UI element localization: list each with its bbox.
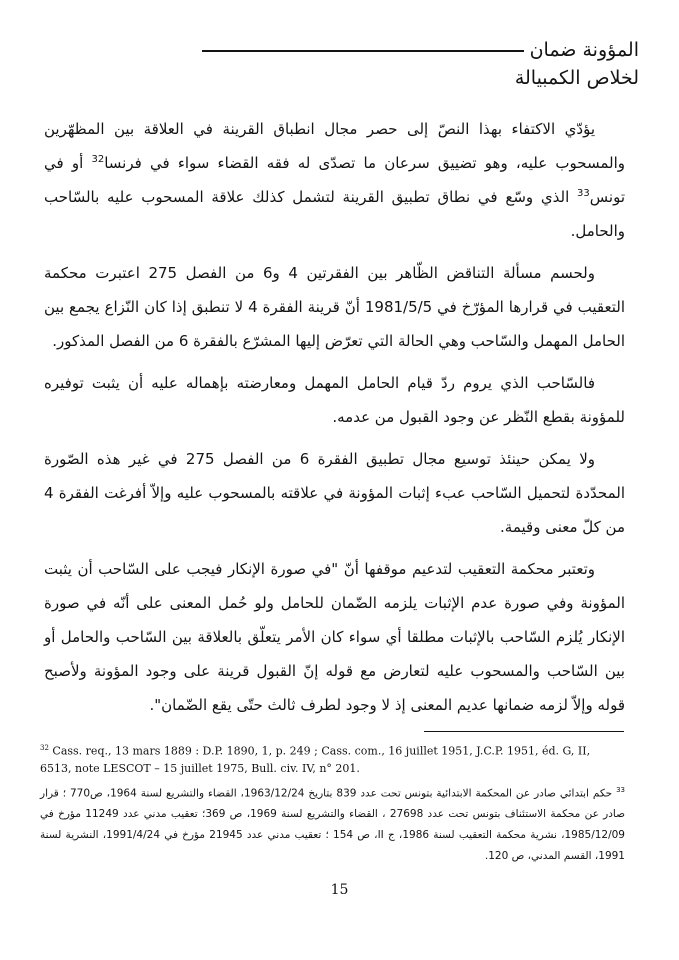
body-text	[44, 112, 625, 730]
paragraph-5: وتعتبر محكمة التعقيب لتدعيم موقفها أنّ "في صورة الإنكار فيجب على السّاحب أن يثبت المؤونة وفي صورة عدم الإثبات يلزمه الضّمان للحامل ولو حُمل المعنى على أنّه في صورة الإنكار يُلزم السّاحب بالإثبات مطلقا أي سواء كان الأمر يتعلّق بالعلاقة بين السّاحب والحامل أو بين السّاحب والمسحوب عليه لتعارض مع قوله إنّ القبول قرينة على وجود المؤونة ولأصبح قوله وإلاّ لزمه ضمانها عديم المعنى إذ لا وجود لطرف ثالث حتّى يقع الضّمان".	[44, 560, 625, 714]
paragraph-1-part-a: يؤدّي الاكتفاء بهذا النصّ إلى حصر مجال انطباق القرينة في العلاقة بين المظهّرين والمسحوب عليه، وهو تضييق سرعان ما تصدّى له فقه القضاء سواء في فرنسا	[44, 120, 625, 172]
paragraph-1-part-b: أو في تونس	[44, 154, 625, 206]
header-title-line1	[119, 36, 639, 64]
footnote-33-number: 33	[616, 785, 626, 794]
footnote-separator	[424, 731, 624, 732]
footnote-32-number: 32	[40, 744, 49, 752]
footnote-32	[40, 740, 625, 777]
paragraph-1	[44, 112, 625, 248]
footnote-ref-33[interactable]: 33	[577, 188, 590, 199]
header-rule	[202, 50, 524, 52]
running-header	[119, 36, 639, 92]
paragraph-1-part-c: الذي وسّع في نطاق تطبيق القرينة لتشمل كذلك علاقة المسحوب عليه بالسّاحب والحامل.	[44, 188, 625, 240]
header-title-line2: لخلاص الكمبيالة	[514, 67, 639, 89]
paragraph-4: ولا يمكن حينئذ توسيع مجال تطبيق الفقرة 6 من الفصل 275 في غير هذه الصّورة المحدّدة لتحميل السّاحب عبء إثبات المؤونة في علاقته بالمسحوب عليه وإلاّ أفرغت الفقرة 4 من كلّ معنى وقيمة.	[44, 450, 625, 536]
footnote-33-text: حكم ابتدائي صادر عن المحكمة الابتدائية بتونس تحت عدد 839 بتاريخ 1963/12/24، القضاء والتشريع لسنة 1964، ص770 ؛ قرار صادر عن محكمة الاستئناف بتونس تحت عدد 27698 ، القضاء والتشريع لسنة 1969، ص 369؛ تعقيب مدني عدد 11249 مؤرخ في 1985/12/09، نشرية محكمة التعقيب لسنة 1986، ج II، ص 154 ؛ تعقيب مدني عدد 21945 مؤرخ في 1991/4/24، النشرية لسنة 1991، القسم المدني، ص 120.	[40, 787, 626, 863]
paragraph-2: ولحسم مسألة التناقض الظّاهر بين الفقرتين 4 و6 من الفصل 275 اعتبرت محكمة التعقيب في قرارها المؤرّخ في 1981/5/5 أنّ قرينة الفقرة 4 لا تنطبق إذا كان النّزاع يجمع بين الحامل المهمل والسّاحب وهي الحالة التي تعرّض إليها المشرّع بالفقرة 6 من الفصل المذكور.	[44, 264, 626, 350]
footnotes	[40, 740, 625, 867]
paragraph-3: فالسّاحب الذي يروم ردّ قيام الحامل المهمل ومعارضته بإهماله عليه أن يثبت توفيره للمؤونة بقطع النّظر عن وجود القبول من عدمه.	[44, 374, 625, 426]
footnote-32-text: Cass. req., 13 mars 1889 : D.P. 1890, 1, p. 249 ; Cass. com., 16 juillet 1951, J.C.P. 1951, éd. G, II, 6513, note LESCOT – 15 juillet 1975, Bull. civ. IV, n° 201.	[40, 744, 591, 775]
page-number: 15	[330, 882, 349, 898]
footnote-ref-32[interactable]: 32	[91, 154, 105, 165]
footnote-33	[40, 780, 625, 868]
header-title-text: المؤونة ضمان	[529, 39, 639, 61]
